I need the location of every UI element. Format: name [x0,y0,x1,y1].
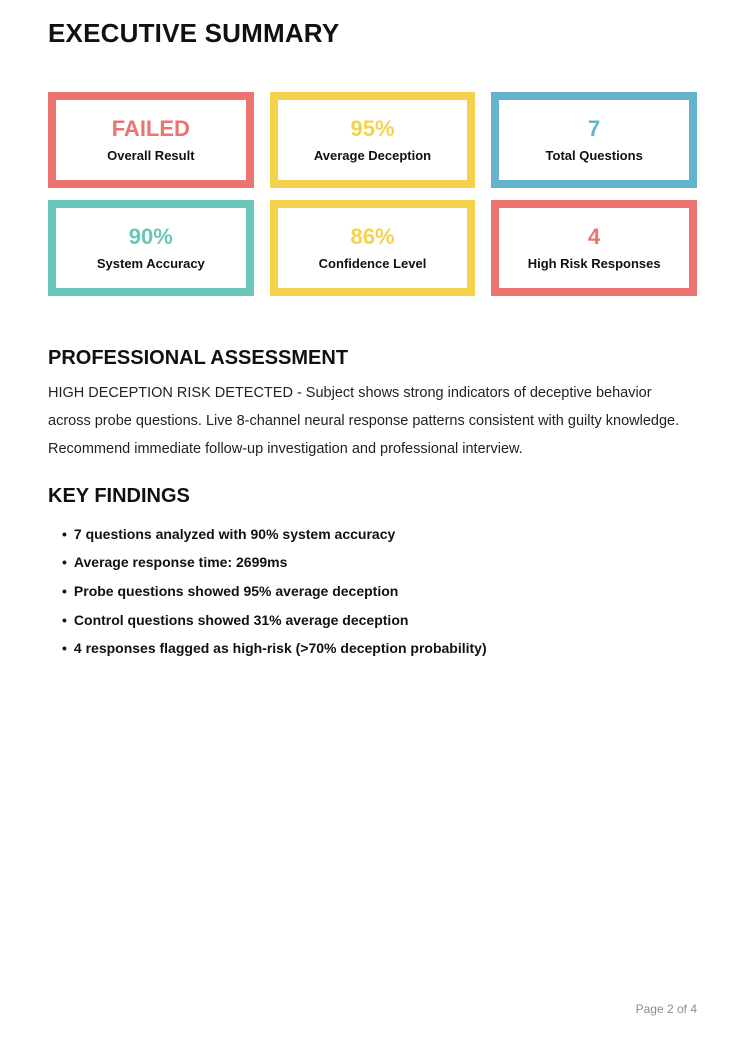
stat-label: Average Deception [313,147,432,163]
finding-item [48,577,697,606]
page-title: EXECUTIVE SUMMARY [48,18,340,48]
bullet-icon: • [62,640,67,657]
stat-value: FAILED [111,115,190,141]
finding-text: 4 responses flagged as high-risk (>70% deception probability) [73,640,487,657]
finding-item [48,606,697,635]
finding-text: Control questions showed 31% average deception [73,611,409,628]
bullet-icon: • [62,583,67,600]
stat-value: 7 [588,115,601,141]
stats-grid [48,92,697,296]
report-content [48,0,697,663]
finding-item [48,548,697,577]
stat-label: High Risk Responses [527,255,661,271]
stat-card-system-accuracy [48,200,254,296]
stat-value: 86% [350,223,395,249]
stat-card-average-deception [270,92,476,188]
finding-text: Probe questions showed 95% average deception [73,583,399,600]
page-number: Page 2 of 4 [635,1002,697,1016]
bullet-icon: • [62,611,67,628]
section-heading-key-findings: KEY FINDINGS [48,484,190,507]
stat-value: 4 [588,223,601,249]
stat-label: Overall Result [107,147,195,163]
stat-label: Confidence Level [318,255,427,271]
stat-card-confidence-level [270,200,476,296]
stat-value: 90% [128,223,173,249]
finding-item [48,634,697,663]
finding-text: 7 questions analyzed with 90% system accuracy [73,525,396,542]
stat-card-overall-result [48,92,254,188]
finding-item [48,520,697,549]
stat-value: 95% [350,115,395,141]
stat-label: Total Questions [545,147,643,163]
key-findings-list [48,520,697,663]
section-heading-professional-assessment: PROFESSIONAL ASSESSMENT [48,346,349,369]
bullet-icon: • [62,554,67,571]
bullet-icon: • [62,525,67,542]
assessment-body-text: HIGH DECEPTION RISK DETECTED - Subject shows strong indicators of deceptive behavior across probe questions. Live 8-channel neural response patterns consistent with guilty knowledge. Recommend immediate follow-up investigation and professional interview. [48,384,680,457]
finding-text: Average response time: 2699ms [73,554,288,571]
stat-label: System Accuracy [96,255,205,271]
stat-card-total-questions [491,92,697,188]
stat-card-high-risk-responses [491,200,697,296]
